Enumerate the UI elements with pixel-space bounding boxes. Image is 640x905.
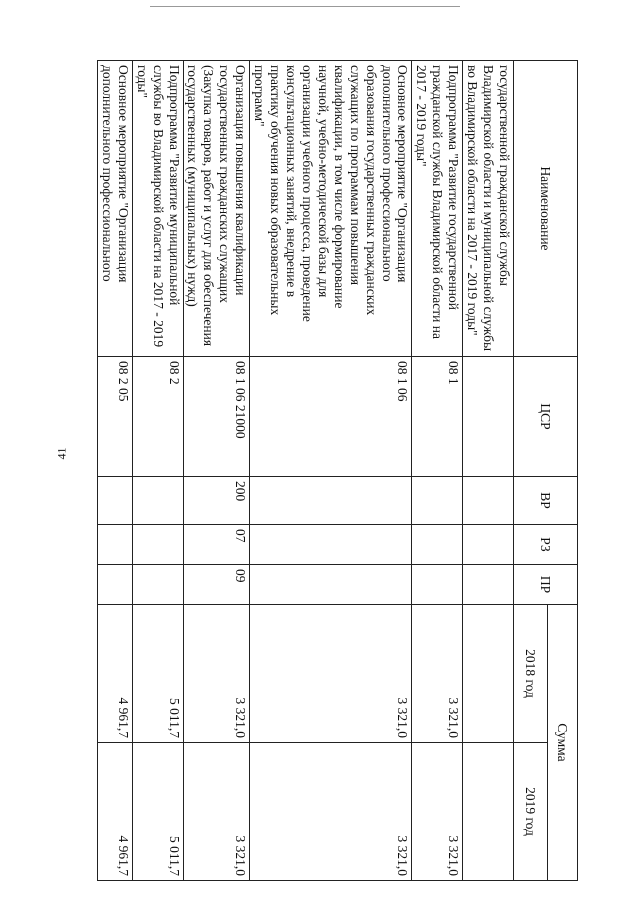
header-name: Наименование xyxy=(514,61,578,357)
row-sum-2018: 3 321,0 xyxy=(412,605,463,743)
table-row xyxy=(412,61,463,881)
header-sum: Сумма xyxy=(548,605,578,881)
row-pr: 09 xyxy=(183,565,250,605)
row-sum-2019 xyxy=(463,743,514,881)
row-vr: 200 xyxy=(183,477,250,525)
row-name: государственной гражданской службы Владимирской области и муниципальной службы во Владимирской области на 2017 - 2019 годы" xyxy=(463,61,514,357)
row-vr xyxy=(250,477,412,525)
row-name: Основное мероприятие "Организация дополнительного профессионального xyxy=(97,61,132,357)
scan-edge-line xyxy=(150,6,460,7)
row-csr: 08 1 xyxy=(412,357,463,477)
row-pr xyxy=(412,565,463,605)
row-pr xyxy=(132,565,183,605)
rotated-budget-table xyxy=(99,60,578,880)
header-year-2018: 2018 год xyxy=(514,605,548,743)
header-row xyxy=(548,61,578,881)
row-vr xyxy=(97,477,132,525)
row-rz xyxy=(412,525,463,565)
table-row xyxy=(132,61,183,881)
header-csr: ЦСР xyxy=(514,357,578,477)
row-sum-2018: 3 321,0 xyxy=(183,605,250,743)
row-vr xyxy=(463,477,514,525)
row-rz xyxy=(97,525,132,565)
row-name: Организация повышения квалификации государственных гражданских служащих (Закупка товаров, работ и услуг для обеспечения государственных (муниципальных) нужд) xyxy=(183,61,250,357)
row-sum-2018: 5 011,7 xyxy=(132,605,183,743)
row-name: Подпрограмма "Развитие государственной гражданской службы Владимирской области на 2017 - 2019 годы" xyxy=(412,61,463,357)
row-csr: 08 2 05 xyxy=(97,357,132,477)
row-sum-2018 xyxy=(463,605,514,743)
row-name: Основное мероприятие "Организация дополнительного профессионального образования государственных гражданских служащих по программам повышения квалификации, в том числе формирование научной, учебно-методической базы для организации учебного процесса, проведение консультационных занятий, внедрение в практику обучения новых образовательных программ" xyxy=(250,61,412,357)
row-sum-2019: 3 321,0 xyxy=(412,743,463,881)
row-csr: 08 1 06 21000 xyxy=(183,357,250,477)
row-rz xyxy=(250,525,412,565)
row-name: Подпрограмма "Развитие муниципальной службы во Владимирской области на 2017 - 2019 годы" xyxy=(132,61,183,357)
header-pr: ПР xyxy=(514,565,578,605)
row-rz xyxy=(132,525,183,565)
row-sum-2018: 4 961,7 xyxy=(97,605,132,743)
row-sum-2019: 5 011,7 xyxy=(132,743,183,881)
row-sum-2019: 4 961,7 xyxy=(97,743,132,881)
row-vr xyxy=(412,477,463,525)
row-pr xyxy=(250,565,412,605)
row-sum-2019: 3 321,0 xyxy=(183,743,250,881)
budget-table xyxy=(97,60,578,881)
row-sum-2018: 3 321,0 xyxy=(250,605,412,743)
header-year-2019: 2019 год xyxy=(514,743,548,881)
header-vr: ВР xyxy=(514,477,578,525)
row-pr xyxy=(463,565,514,605)
header-rz: РЗ xyxy=(514,525,578,565)
table-row xyxy=(463,61,514,881)
row-csr: 08 2 xyxy=(132,357,183,477)
table-row xyxy=(250,61,412,881)
row-csr: 08 1 06 xyxy=(250,357,412,477)
table-row xyxy=(97,61,132,881)
row-vr xyxy=(132,477,183,525)
row-sum-2019: 3 321,0 xyxy=(250,743,412,881)
row-rz xyxy=(463,525,514,565)
row-rz: 07 xyxy=(183,525,250,565)
row-csr xyxy=(463,357,514,477)
row-pr xyxy=(97,565,132,605)
page-number: 41 xyxy=(54,447,69,460)
table-row xyxy=(183,61,250,881)
